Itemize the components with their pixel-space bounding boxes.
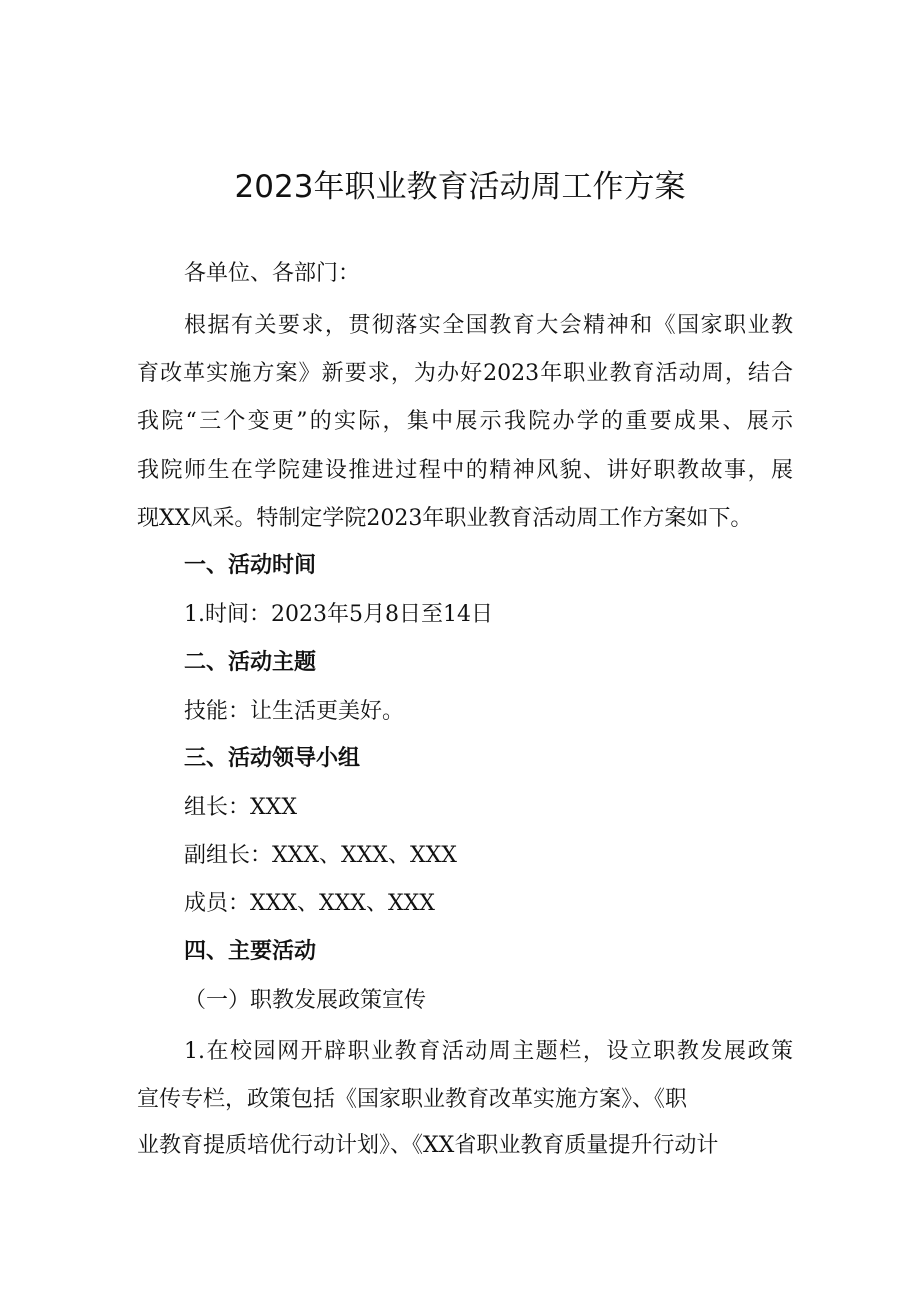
- intro-line-5: 现XX风采。特制定学院2023年职业教育活动周工作方案如下。: [137, 506, 753, 531]
- section-heading-theme: 二、活动主题: [184, 650, 317, 675]
- item1-line-3: 业教育提质培优行动计划》、《XX省职业教育质量提升行动计: [137, 1133, 719, 1158]
- activity-time: 1.时间：2023年5月8日至14日: [184, 602, 493, 627]
- document-title: 2023年职业教育活动周工作方案: [234, 169, 686, 205]
- group-members: 成员：XXX、XXX、XXX: [184, 891, 435, 916]
- intro-line-3: 我院“三个变更”的实际，集中展示我院办学的重要成果、展示: [137, 409, 793, 434]
- intro-line-4: 我院师生在学院建设推进过程中的精神风貌、讲好职教故事，展: [137, 458, 793, 483]
- section-heading-time: 一、活动时间: [184, 553, 317, 578]
- salutation: 各单位、各部门：: [184, 261, 361, 286]
- section-heading-activities: 四、主要活动: [184, 939, 317, 964]
- section-heading-leadership: 三、活动领导小组: [184, 746, 361, 771]
- intro-line-2: 育改革实施方案》新要求，为办好2023年职业教育活动周，结合: [137, 361, 793, 386]
- vice-leaders: 副组长：XXX、XXX、XXX: [184, 843, 457, 868]
- group-leader: 组长：XXX: [184, 795, 297, 820]
- item1-line-2: 宣传专栏，政策包括《国家职业教育改革实施方案》、《职: [137, 1087, 688, 1112]
- subheading-policy-promotion: （一）职教发展政策宣传: [184, 988, 427, 1013]
- item1-line-1: 1.在校园网开辟职业教育活动周主题栏，设立职教发展政策: [184, 1039, 793, 1064]
- intro-line-1: 根据有关要求，贯彻落实全国教育大会精神和《国家职业教: [184, 313, 793, 338]
- activity-theme: 技能：让生活更美好。: [184, 699, 405, 724]
